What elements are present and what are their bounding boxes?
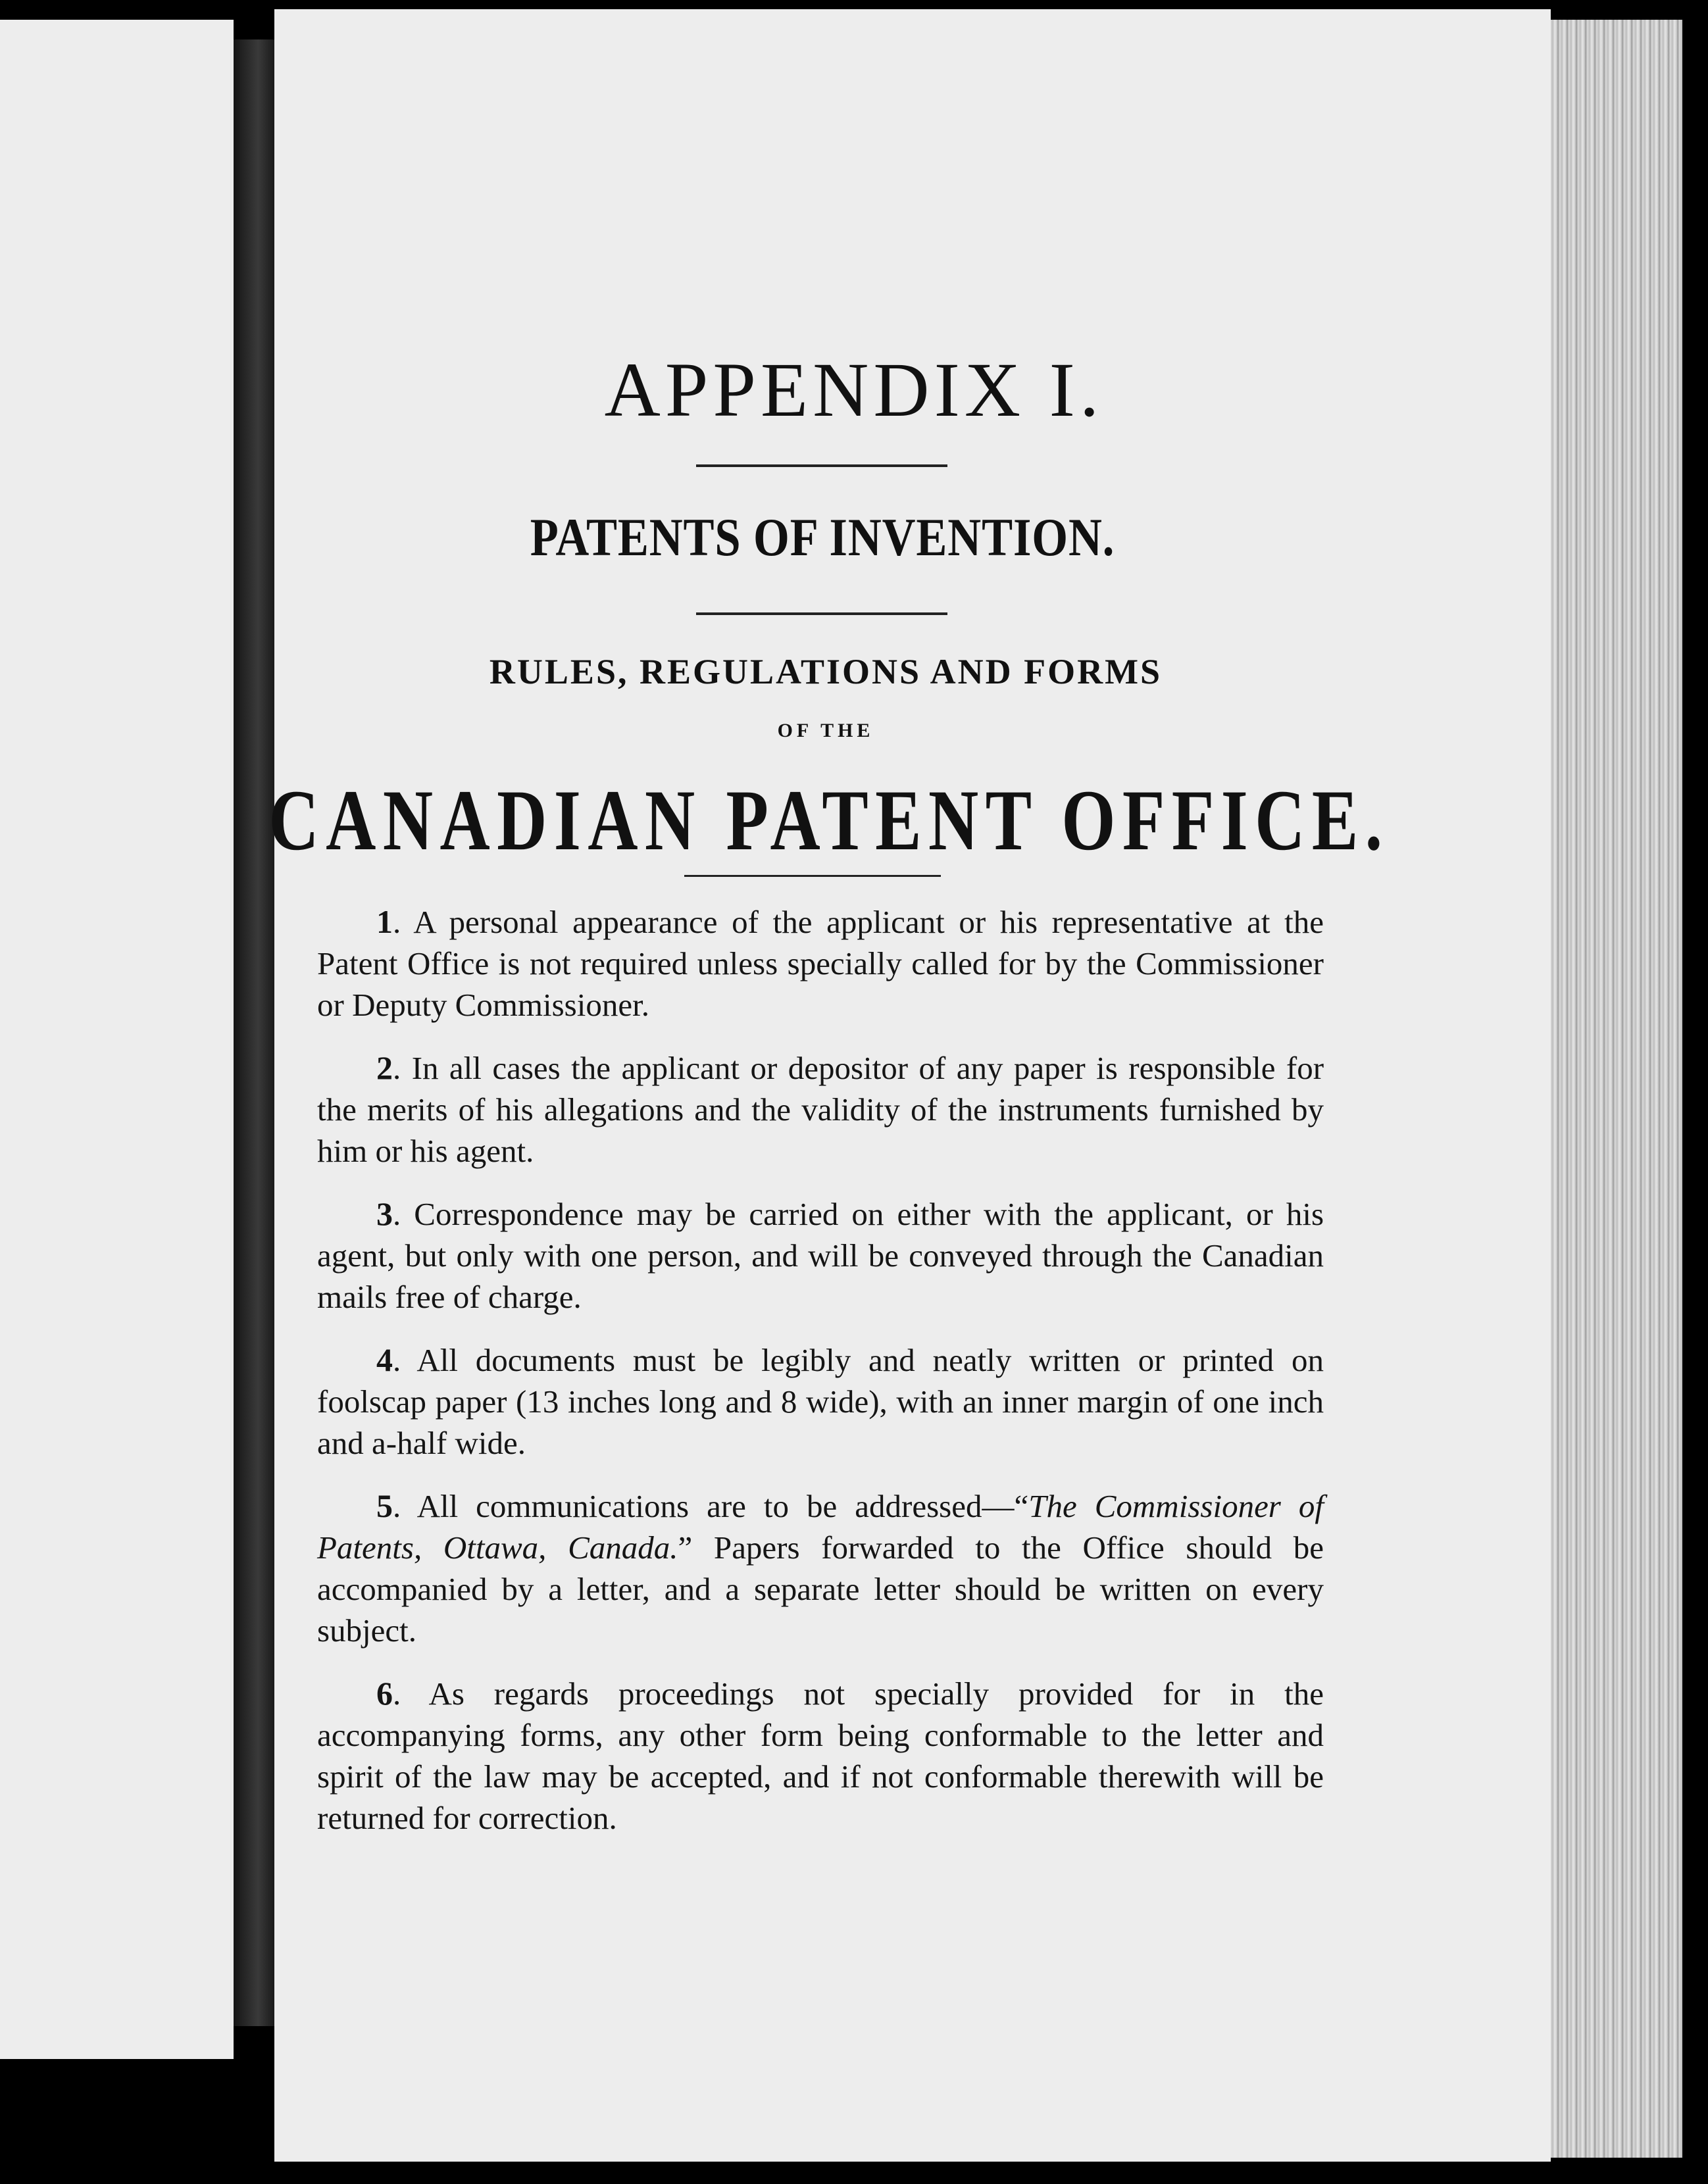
- rule-number: 3: [376, 1195, 393, 1232]
- rule-text: All communications are to be addressed—“: [416, 1488, 1029, 1524]
- rule-text: As regards proceedings not specially provided for in the accompanying forms, any other form being conformable to the letter and spirit of the law may be accepted, and if not conformable therewith will be returned for correction.: [317, 1675, 1324, 1836]
- rule-text: All documents must be legibly and neatly written or printed on foolscap paper (13 inches long and 8 wide), with an inner margin of one inch and a-half wide.: [317, 1342, 1324, 1461]
- rule-text: Correspondence may be carried on either with the applicant, or his agent, but only with one person, and will be conveyed through the Canadian mails free of charge.: [317, 1196, 1324, 1315]
- rule-number: 1: [376, 903, 393, 940]
- rule-paragraph: 6. As regards proceedings not specially provided for in the accompanying forms, any other form being conformable to the letter and spirit of the law may be accepted, and if not conformable therewith will be returned for correction.: [317, 1675, 1324, 1836]
- rule-text: In all cases the applicant or depositor of any paper is responsible for the merits of his allegations and the validity of the instruments furnished by him or his agent.: [317, 1050, 1324, 1169]
- appendix-title: APPENDIX I.: [604, 347, 1104, 433]
- rule-paragraph: 2. In all cases the applicant or depositor of any paper is responsible for the merits of his allegations and the validity of the instruments furnished by him or his agent.: [317, 1049, 1324, 1169]
- rule-paragraph: 3. Correspondence may be carried on either with the applicant, or his agent, but only with one person, and will be conveyed through the Canadian mails free of charge.: [317, 1195, 1324, 1315]
- of-the-line: OF THE: [777, 720, 874, 741]
- rule-number: 4: [376, 1341, 393, 1378]
- rule-paragraph: 5. All communications are to be addressed—“The Commissioner of Patents, Ottawa, Canada.” Papers forwarded to the Office should be accompanied by a letter, and a separate letter should be written on every subject.: [317, 1487, 1324, 1649]
- rule-number: 5: [376, 1487, 393, 1524]
- rule-number: 2: [376, 1049, 393, 1086]
- rule-text-continued: ” Papers forwarded to the Office should be accompanied by a letter, and a separate letter should be written on every subject.: [317, 1529, 1324, 1649]
- page-edges: [1551, 20, 1682, 2158]
- rule-text: A personal appearance of the applicant or his representative at the Patent Office is not required unless specially called for by the Commissioner or Deputy Commissioner.: [317, 904, 1324, 1023]
- rules-heading: RULES, REGULATIONS AND FORMS: [489, 652, 1163, 691]
- section-subtitle: PATENTS OF INVENTION.: [530, 507, 1115, 567]
- address-italic: The Commissioner of Patents, Ottawa, Canada.: [317, 1488, 1324, 1566]
- rules-list: [317, 901, 1324, 1860]
- book-gutter: [234, 39, 274, 2026]
- subtitle-rule: [696, 612, 947, 615]
- office-title: CANADIAN PATENT OFFICE.: [268, 772, 1390, 868]
- facing-blank-page: [0, 20, 234, 2059]
- title-rule: [696, 464, 947, 467]
- rule-number: 6: [376, 1675, 393, 1712]
- office-rule: [684, 875, 941, 877]
- rule-paragraph: 4. All documents must be legibly and neatly written or printed on foolscap paper (13 inches long and 8 wide), with an inner margin of one inch and a-half wide.: [317, 1341, 1324, 1461]
- rule-paragraph: 1. A personal appearance of the applicant or his representative at the Patent Office is not required unless specially called for by the Commissioner or Deputy Commissioner.: [317, 903, 1324, 1023]
